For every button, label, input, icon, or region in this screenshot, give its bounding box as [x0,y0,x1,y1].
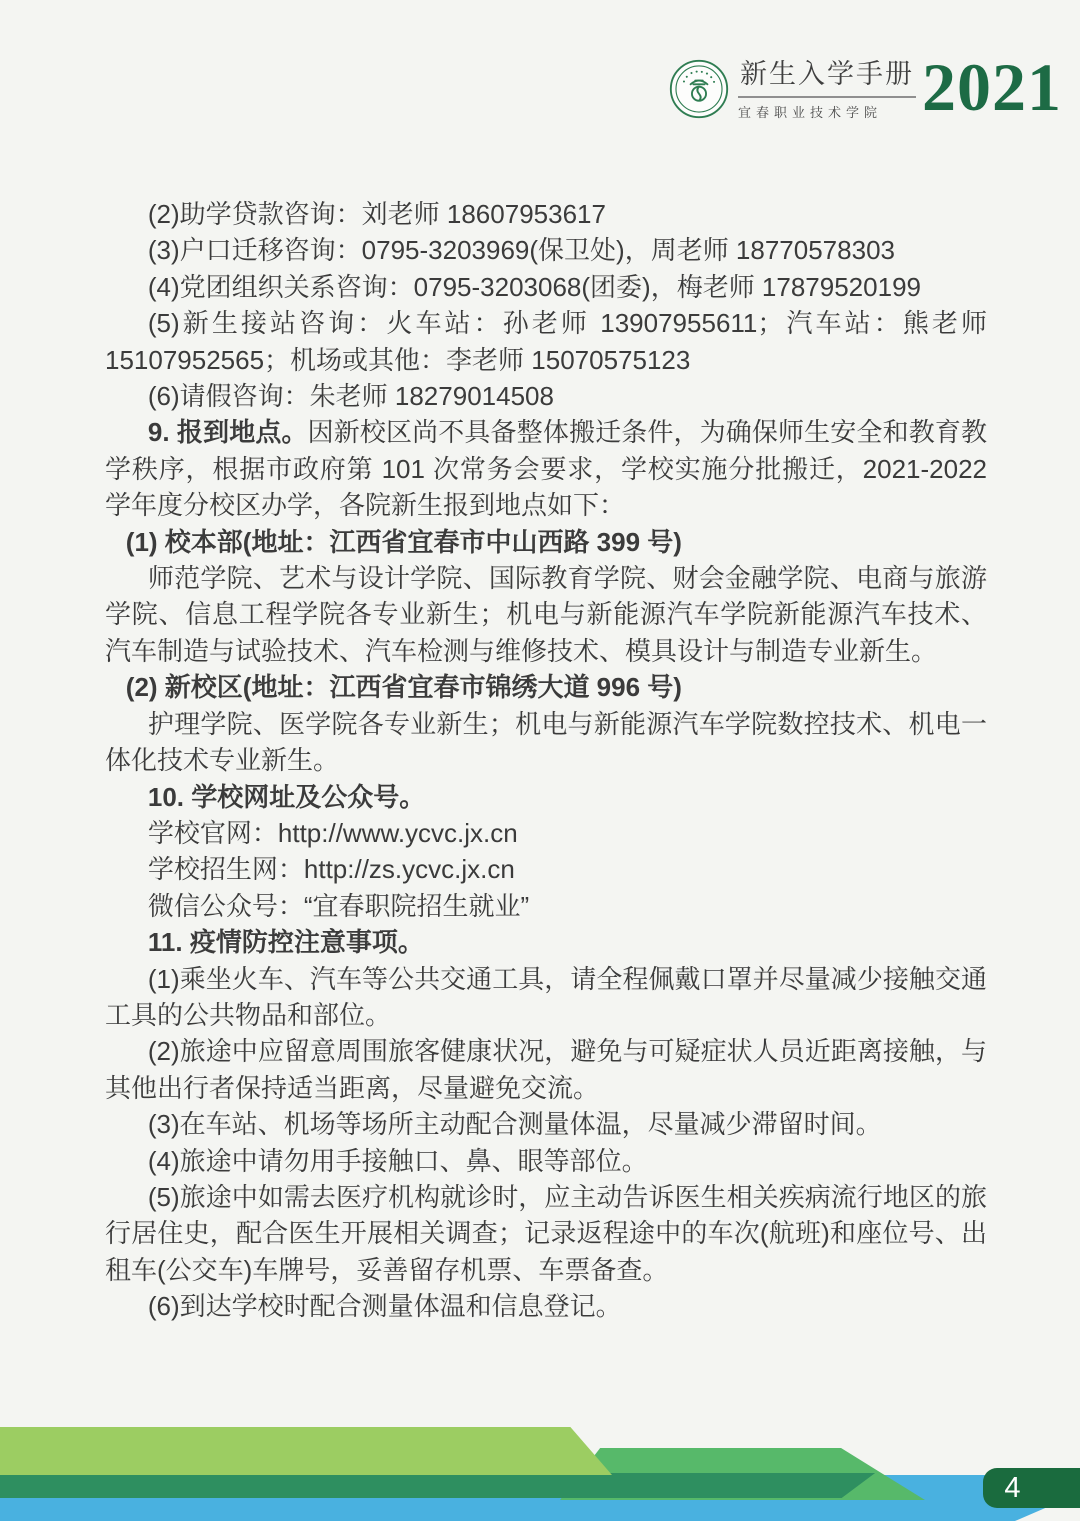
paragraph: (5)旅途中如需去医疗机构就诊时，应主动告诉医生相关疾病流行地区的旅行居住史，配合医生开展相关调查；记录返程途中的车次(航班)和座位号、出租车(公交车)车牌号，妥善留存机票、车票备查。 [105,1181,987,1285]
paragraph: 师范学院、艺术与设计学院、国际教育学院、财会金融学院、电商与旅游学院、信息工程学院各专业新生；机电与新能源汽车学院新能源汽车技术、汽车制造与试验技术、汽车检测与维修技术、模具设计与制造专业新生。 [105,563,987,666]
paragraph: (5)新生接站咨询：火车站：孙老师 13907955611；汽车站：熊老师 15107952565；机场或其他：李老师 15070575123 [105,308,987,375]
paragraph: 护理学院、医学院各专业新生；机电与新能源汽车学院数控技术、机电一体化技术专业新生。 [105,708,987,776]
paragraph: 学校官网：http://www.ycvc.jx.cn [147,817,518,848]
paragraph: 学校招生网：http://zs.ycvc.jx.cn [147,854,515,885]
paragraph: (2)助学贷款咨询：刘老师 18607953617 [147,199,606,229]
handbook-title: 新生入学手册 [738,52,916,98]
paragraph: (3)在车站、机场等场所主动配合测量体温，尽量减少滞留时间。 [147,1109,882,1140]
paragraph: 10. 学校网址及公众号。 [147,781,426,812]
paragraph: (6)到达学校时配合测量体温和信息登记。 [147,1291,622,1322]
page-header [668,48,1062,125]
paragraph: 9. 报到地点。因新校区尚不具备整体搬迁条件，为确保师生安全和教育教学秩序，根据市政府第 101 次常务会要求，学校实施分批搬迁，2021-2022 学年度分校区办学，各院新生报到地点如下： [105,417,987,521]
content [105,196,987,1325]
paragraph: 11. 疫情防控注意事项。 [147,927,424,958]
paragraph: (2) 新校区(地址：江西省宜春市锦绣大道 996 号) [125,672,682,703]
paragraph-lead: 9. 报到地点。 [147,417,308,448]
paragraph: (1) 校本部(地址：江西省宜春市中山西路 399 号) [125,526,682,557]
header-title-block [738,52,916,121]
paragraph: (3)户口迁移咨询：0795-3203969(保卫处)，周老师 18770578303 [147,235,895,266]
handbook-year: 2021 [922,48,1062,125]
footer-ribbon-light-green [0,1427,612,1475]
paragraph: (6)请假咨询：朱老师 18279014508 [147,381,554,412]
school-name: 宜春职业技术学院 [738,105,883,120]
paragraph: 微信公众号：“宜春职院招生就业” [147,890,530,921]
paragraph: (1)乘坐火车、汽车等公共交通工具，请全程佩戴口罩并尽量减少接触交通工具的公共物品和部位。 [105,963,987,1030]
footer-ribbon-teal [0,1473,905,1498]
school-seal-icon [668,58,730,120]
paragraph: (4)旅途中请勿用手接触口、鼻、眼等部位。 [147,1145,648,1176]
paragraph: (4)党团组织关系咨询：0795-3203068(团委)，梅老师 17879520199 [147,271,921,302]
page-number-badge [983,1468,1080,1508]
page-number: 4 [1004,1471,1021,1504]
paragraph: (2)旅途中应留意周围旅客健康状况，避免与可疑症状人员近距离接触，与其他出行者保持适当距离，尽量避免交流。 [105,1036,987,1103]
